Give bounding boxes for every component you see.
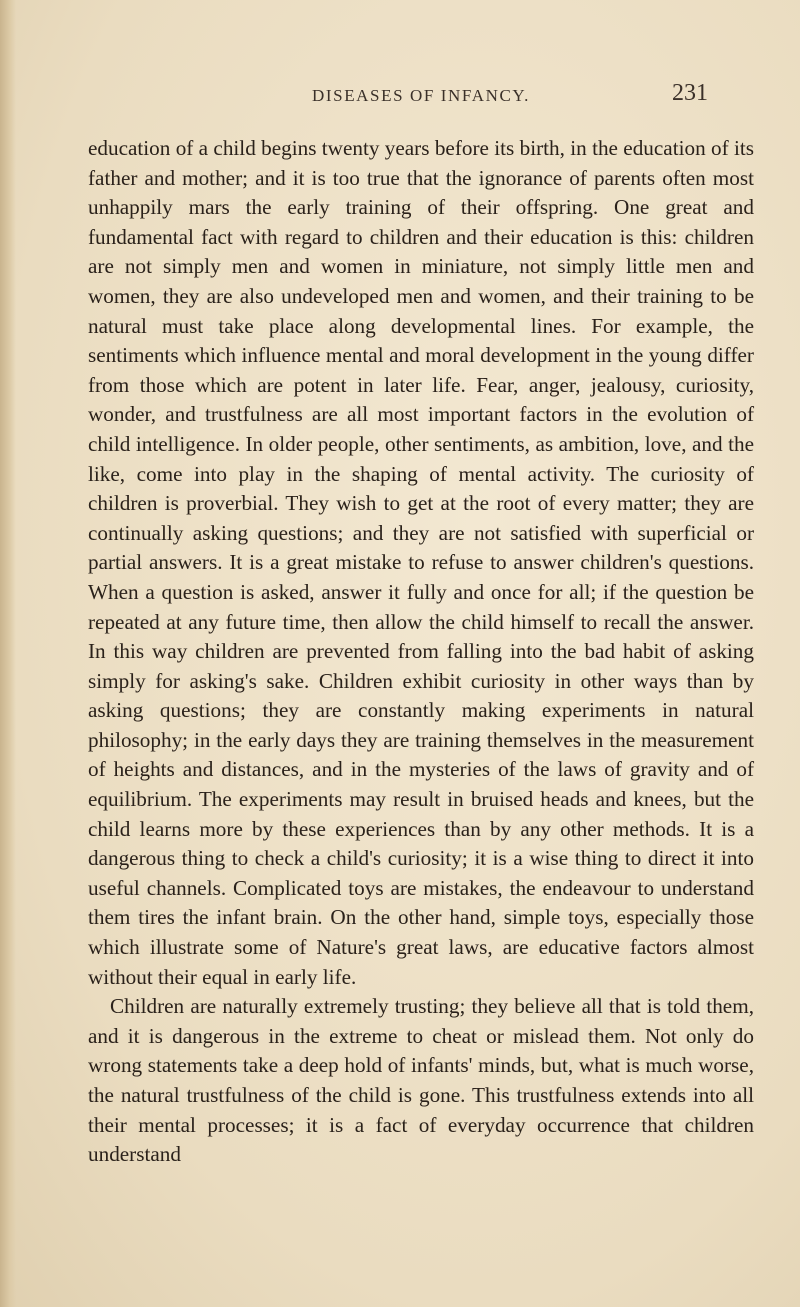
page-number: 231 <box>672 80 708 106</box>
body-text <box>88 134 754 1170</box>
paragraph-1: education of a child begins twenty years before its birth, in the education of its father and mother; and it is too true that the ignorance of parents often most unhappily mars the early training of their offspring. One great and fundamental fact with regard to children and their education is this: children are not simply men and women in miniature, not simply little men and women, they are also undeveloped men and women, and their training to be natural must take place along developmental lines. For example, the sentiments which influence mental and moral development in the young differ from those which are potent in later life. Fear, anger, jealousy, curiosity, wonder, and trustfulness are all most important factors in the evolution of child intelligence. In older people, other sentiments, as ambition, love, and the like, come into play in the shaping of mental activity. The curiosity of children is proverbial. They wish to get at the root of every matter; they are continually asking questions; and they are not satisfied with superficial or partial answers. It is a great mistake to refuse to answer children's questions. When a question is asked, answer it fully and once for all; if the question be repeated at any future time, then allow the child himself to recall the answer. In this way children are prevented from falling into the bad habit of asking simply for asking's sake. Children exhibit curiosity in other ways than by asking questions; they are constantly making experiments in natural philosophy; in the early days they are training themselves in the measurement of heights and distances, and in the mysteries of the laws of gravity and of equilibrium. The experiments may result in bruised heads and knees, but the child learns more by these experiences than by any other methods. It is a dangerous thing to check a child's curiosity; it is a wise thing to direct it into useful channels. Complicated toys are mistakes, the endeavour to understand them tires the infant brain. On the other hand, simple toys, especially those which illustrate some of Nature's great laws, are educative factors almost without their equal in early life. <box>88 136 754 989</box>
paragraph-2: Children are naturally extremely trusting; they believe all that is told them, and it is dangerous in the extreme to cheat or mislead them. Not only do wrong statements take a deep hold of infants' minds, but, what is much worse, the natural trustfulness of the child is gone. This trustfulness extends into all their mental processes; it is a fact of everyday occurrence that children understand <box>88 994 754 1167</box>
running-head: DISEASES OF INFANCY. <box>312 86 530 105</box>
page-binding-edge <box>0 0 16 1307</box>
